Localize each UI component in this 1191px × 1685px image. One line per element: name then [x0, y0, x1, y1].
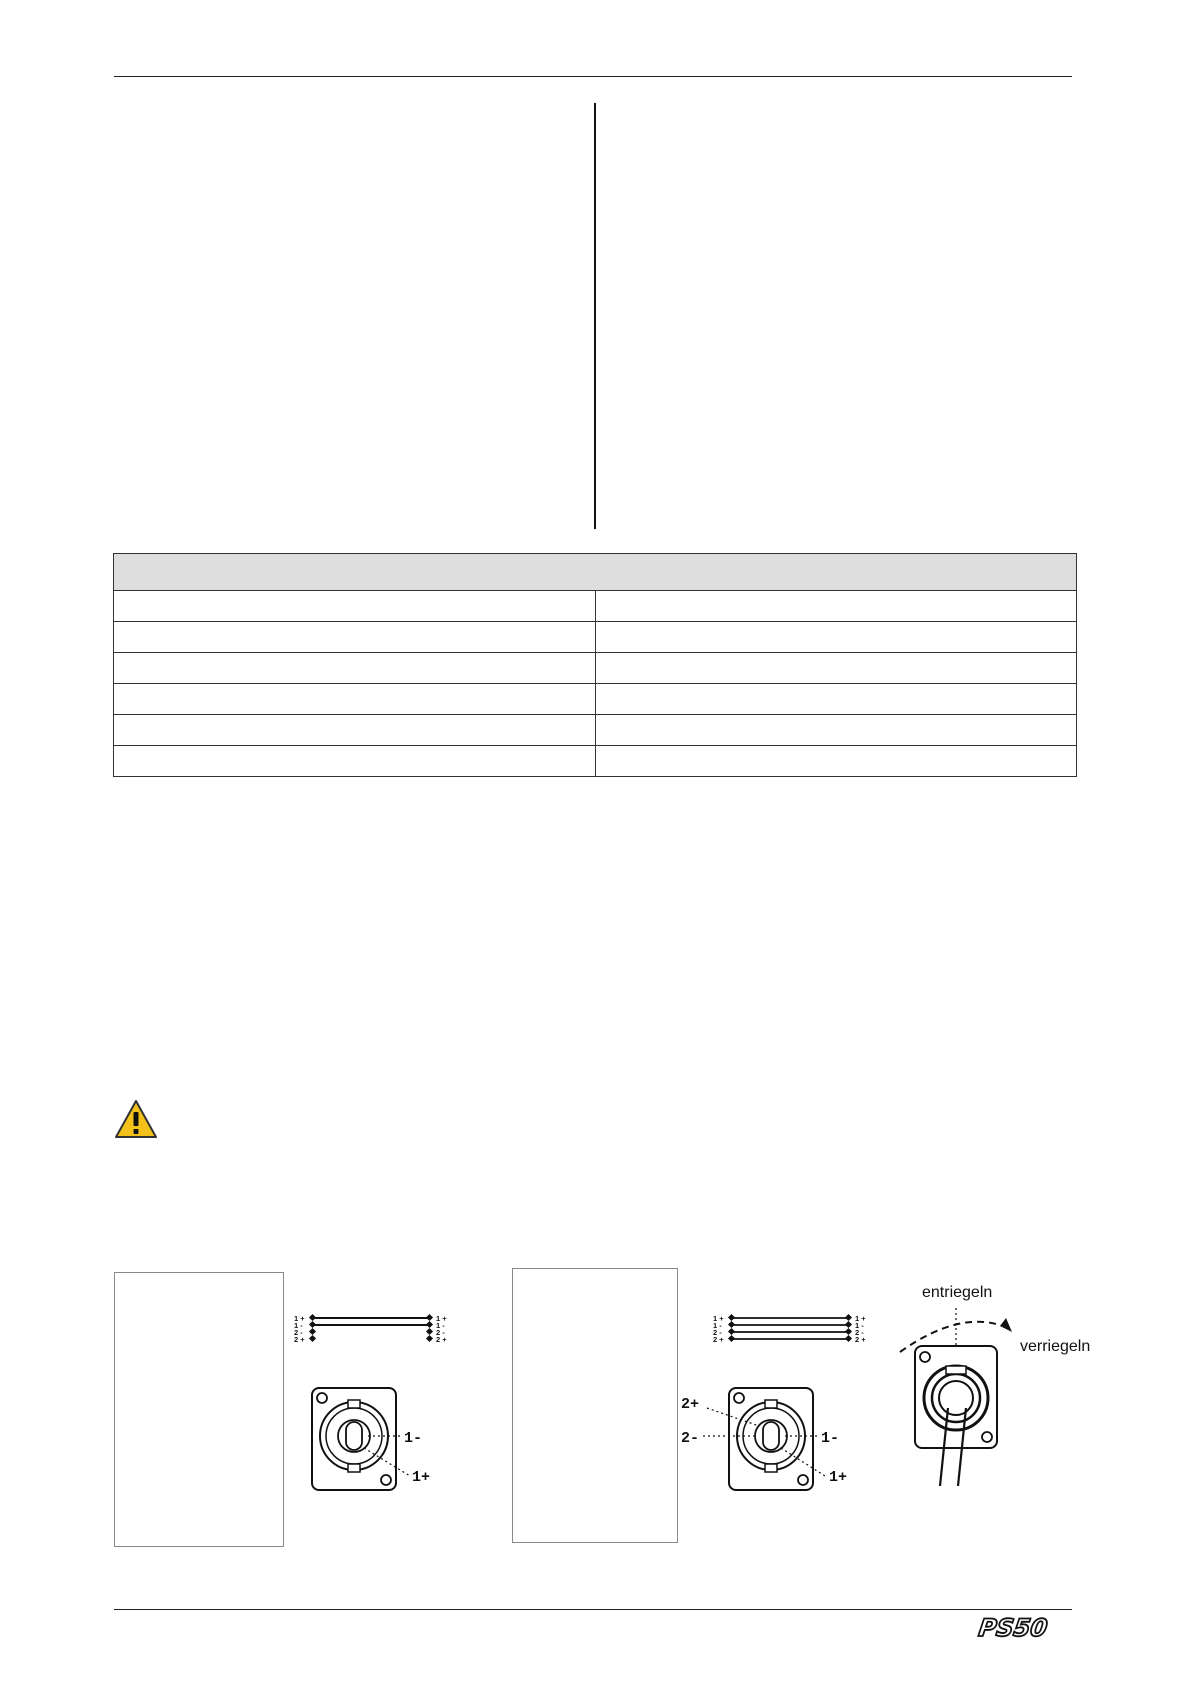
twistlock-connector-diagram [890, 1280, 1090, 1500]
wiring-diagram-left [293, 1312, 463, 1350]
table-cell [595, 591, 1077, 622]
wiring-diagram-right [712, 1312, 882, 1350]
table-cell [114, 653, 596, 684]
pin-label: 2 - [855, 1328, 864, 1337]
socket-pin-label: 1+ [412, 1469, 431, 1486]
table-row [114, 746, 1077, 777]
pin-label: 1 + [855, 1314, 866, 1323]
bottom-rule [114, 1609, 1072, 1610]
ps50-logo [954, 1614, 1070, 1640]
table-header [114, 554, 1077, 591]
pin-label: 1 + [294, 1314, 305, 1323]
pin-label: 1 + [436, 1314, 447, 1323]
warning-icon [114, 1099, 158, 1139]
table-row [114, 684, 1077, 715]
socket-pin-label: 2+ [681, 1396, 700, 1413]
pin-label: 2 + [713, 1335, 724, 1344]
table-cell [114, 715, 596, 746]
text-panel-right [512, 1268, 678, 1543]
table-cell [114, 591, 596, 622]
table-cell [595, 622, 1077, 653]
table-row [114, 591, 1077, 622]
column-divider [594, 103, 596, 529]
lock-label: verriegeln [1020, 1338, 1091, 1355]
table-cell [595, 746, 1077, 777]
speakon-socket-right [681, 1386, 855, 1492]
pin-label: 2 + [294, 1335, 305, 1344]
top-rule [114, 76, 1072, 77]
spec-table [113, 553, 1077, 777]
pin-label: 1 - [294, 1321, 303, 1330]
pin-label: 2 + [436, 1335, 447, 1344]
pin-label: 1 + [713, 1314, 724, 1323]
table-row [114, 715, 1077, 746]
pin-label: 2 - [436, 1328, 445, 1337]
socket-pin-label: 2- [681, 1430, 700, 1447]
table-cell [595, 684, 1077, 715]
socket-pin-label: 1- [821, 1430, 840, 1447]
table-cell [595, 715, 1077, 746]
speakon-socket-left [300, 1386, 470, 1492]
pin-label: 2 + [855, 1335, 866, 1344]
pin-label: 2 - [294, 1328, 303, 1337]
logo-text: PS50 [976, 1614, 1050, 1642]
table-row [114, 653, 1077, 684]
table-cell [114, 746, 596, 777]
pin-label: 2 - [713, 1328, 722, 1337]
table-cell [114, 684, 596, 715]
table-header-row [114, 554, 1077, 591]
pin-label: 1 - [713, 1321, 722, 1330]
table-cell [114, 622, 596, 653]
socket-pin-label: 1- [404, 1430, 423, 1447]
pin-label: 1 - [855, 1321, 864, 1330]
pin-label: 1 - [436, 1321, 445, 1330]
table-row [114, 622, 1077, 653]
text-panel-left [114, 1272, 284, 1547]
socket-pin-label: 1+ [829, 1469, 848, 1486]
table-cell [595, 653, 1077, 684]
unlock-label: entriegeln [922, 1284, 993, 1301]
